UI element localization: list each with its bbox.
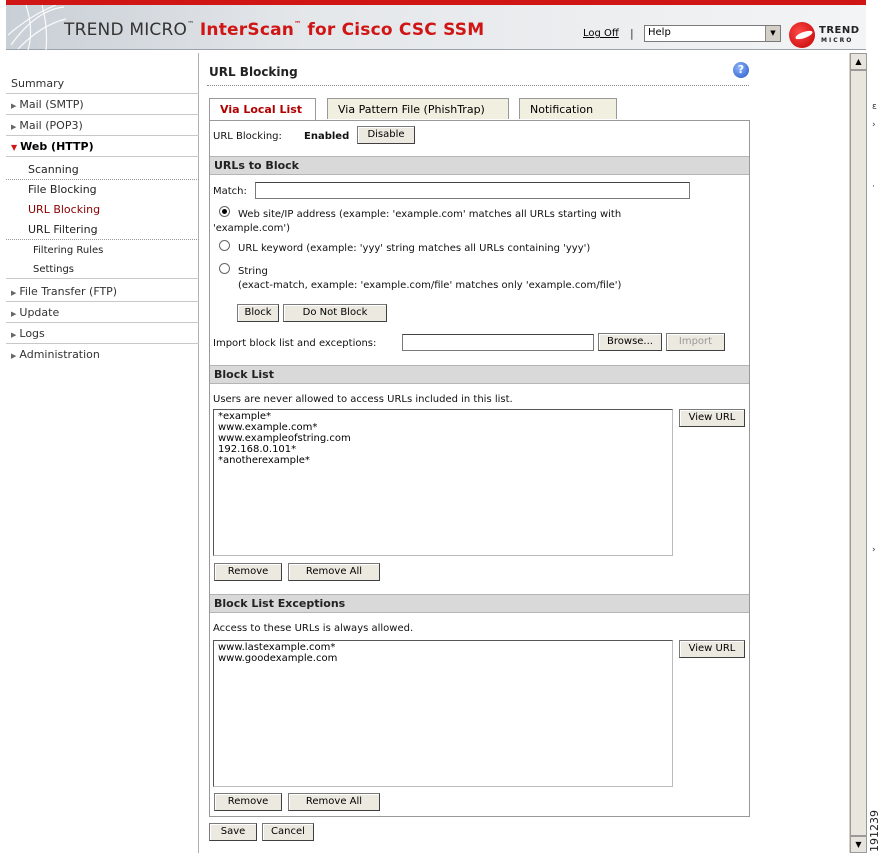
brand-name: TREND MICRO bbox=[64, 20, 188, 40]
save-button[interactable]: Save bbox=[209, 823, 257, 841]
tab-panel bbox=[209, 120, 750, 817]
edge-mark: › bbox=[872, 120, 876, 130]
exceptions-description: Access to these URLs is always allowed. bbox=[213, 623, 414, 634]
website-ip-option-line1: Web site/IP address (example: 'example.com' matches all URLs starting with bbox=[238, 209, 622, 220]
triangle-right-icon: ▶ bbox=[11, 123, 17, 131]
triangle-right-icon: ▶ bbox=[11, 331, 17, 339]
block-list-remove-all-button[interactable]: Remove All bbox=[288, 563, 380, 581]
sidebar-item-web-http[interactable]: ▼ Web (HTTP) bbox=[6, 136, 199, 157]
sidebar-item-scanning[interactable]: Scanning bbox=[6, 160, 199, 180]
sidebar-item-mail-pop3[interactable]: ▶ Mail (POP3) bbox=[6, 115, 199, 136]
help-dropdown-value: Help bbox=[648, 27, 671, 38]
exceptions-remove-all-button[interactable]: Remove All bbox=[288, 793, 380, 811]
triangle-right-icon: ▶ bbox=[11, 310, 17, 318]
tab-via-pattern-file[interactable]: Via Pattern File (PhishTrap) bbox=[327, 98, 509, 119]
trend-ball-icon bbox=[789, 22, 815, 48]
triangle-down-icon: ▼ bbox=[11, 143, 18, 152]
chevron-down-icon[interactable]: ▼ bbox=[765, 26, 780, 41]
list-item[interactable]: www.lastexample.com* bbox=[218, 642, 336, 653]
urls-to-block-header: URLs to Block bbox=[210, 156, 749, 175]
string-radio[interactable] bbox=[219, 263, 230, 274]
edge-mark: › bbox=[872, 545, 876, 555]
url-blocking-status-label: URL Blocking: bbox=[213, 131, 282, 142]
browse-button[interactable]: Browse... bbox=[598, 333, 662, 351]
tab-notification[interactable]: Notification bbox=[519, 98, 617, 119]
exceptions-remove-button[interactable]: Remove bbox=[214, 793, 282, 811]
block-button[interactable]: Block bbox=[237, 304, 279, 322]
tab-via-local-list[interactable]: Via Local List bbox=[209, 98, 316, 120]
match-label: Match: bbox=[213, 186, 247, 197]
sidebar-item-update[interactable]: ▶ Update bbox=[6, 302, 199, 323]
app-title: TREND MICRO™ InterScan™ for Cisco CSC SSM bbox=[64, 20, 485, 40]
sidebar-item-logs[interactable]: ▶ Logs bbox=[6, 323, 199, 344]
sidebar-nav bbox=[6, 53, 199, 853]
exceptions-list-box[interactable] bbox=[213, 640, 673, 787]
sidebar-item-administration[interactable]: ▶ Administration bbox=[11, 348, 100, 361]
title-divider bbox=[207, 85, 749, 86]
sidebar-item-url-blocking[interactable]: URL Blocking bbox=[28, 203, 101, 216]
match-input[interactable] bbox=[255, 182, 690, 199]
product-name: InterScan™ for Cisco CSC SSM bbox=[199, 20, 485, 40]
do-not-block-button[interactable]: Do Not Block bbox=[283, 304, 387, 322]
triangle-right-icon: ▶ bbox=[11, 352, 17, 360]
app-header: TREND MICRO™ InterScan™ for Cisco CSC SSM Log Off | Help ▼ TREND MICRO bbox=[6, 0, 866, 50]
globe-logo-icon bbox=[6, 5, 66, 50]
list-item[interactable]: *example* bbox=[218, 411, 272, 422]
list-item[interactable]: *anotherexample* bbox=[218, 455, 310, 466]
website-ip-option-line2: 'example.com') bbox=[213, 223, 290, 234]
string-option-line1: String bbox=[238, 266, 268, 277]
import-file-input[interactable] bbox=[402, 334, 594, 351]
edge-mark: · bbox=[872, 182, 875, 192]
disable-button[interactable]: Disable bbox=[357, 126, 415, 144]
list-item[interactable]: www.goodexample.com bbox=[218, 653, 338, 664]
tab-bar bbox=[209, 98, 750, 120]
page-title: URL Blocking bbox=[209, 65, 298, 79]
import-button[interactable]: Import bbox=[666, 333, 725, 351]
help-dropdown[interactable] bbox=[644, 25, 781, 42]
vertical-scrollbar[interactable] bbox=[849, 53, 866, 853]
sidebar-item-url-filtering[interactable]: URL Filtering bbox=[6, 220, 199, 240]
url-keyword-radio[interactable] bbox=[219, 240, 230, 251]
block-list-description: Users are never allowed to access URLs included in this list. bbox=[213, 394, 513, 405]
status-badge: Enabled bbox=[304, 131, 350, 142]
exceptions-view-url-button[interactable]: View URL bbox=[679, 640, 745, 658]
block-list-view-url-button[interactable]: View URL bbox=[679, 409, 745, 427]
help-icon[interactable]: ? bbox=[733, 62, 749, 78]
sidebar-item-mail-smtp[interactable]: ▶ Mail (SMTP) bbox=[6, 94, 199, 115]
block-list-header: Block List bbox=[210, 365, 749, 384]
url-keyword-option: URL keyword (example: 'yyy' string matches all URLs containing 'yyy') bbox=[238, 243, 591, 254]
edge-mark: ε bbox=[872, 102, 877, 112]
sidebar-item-filtering-rules[interactable]: Filtering Rules bbox=[33, 245, 104, 256]
sidebar-item-settings[interactable]: Settings bbox=[6, 260, 199, 279]
website-ip-radio[interactable] bbox=[219, 206, 230, 217]
list-item[interactable]: www.example.com* bbox=[218, 422, 318, 433]
log-off-link[interactable]: Log Off bbox=[583, 28, 619, 39]
block-list-remove-button[interactable]: Remove bbox=[214, 563, 282, 581]
scroll-down-icon[interactable]: ▼ bbox=[850, 836, 867, 853]
import-label: Import block list and exceptions: bbox=[213, 338, 377, 349]
exceptions-header: Block List Exceptions bbox=[210, 594, 749, 613]
sidebar-item-summary[interactable]: Summary bbox=[6, 73, 199, 94]
scrollbar-thumb[interactable] bbox=[850, 70, 867, 836]
sidebar-item-file-blocking[interactable]: File Blocking bbox=[28, 183, 97, 196]
triangle-right-icon: ▶ bbox=[11, 289, 17, 297]
sidebar-item-file-transfer[interactable]: ▶ File Transfer (FTP) bbox=[6, 281, 199, 302]
string-option-line2: (exact-match, example: 'example.com/file' matches only 'example.com/file') bbox=[238, 280, 622, 291]
figure-id: 191239 bbox=[868, 810, 881, 852]
block-list-box[interactable] bbox=[213, 409, 673, 556]
list-item[interactable]: www.exampleofstring.com bbox=[218, 433, 351, 444]
triangle-right-icon: ▶ bbox=[11, 102, 17, 110]
cancel-button[interactable]: Cancel bbox=[262, 823, 314, 841]
scroll-up-icon[interactable]: ▲ bbox=[850, 53, 867, 70]
list-item[interactable]: 192.168.0.101* bbox=[218, 444, 297, 455]
header-separator: | bbox=[630, 27, 634, 40]
